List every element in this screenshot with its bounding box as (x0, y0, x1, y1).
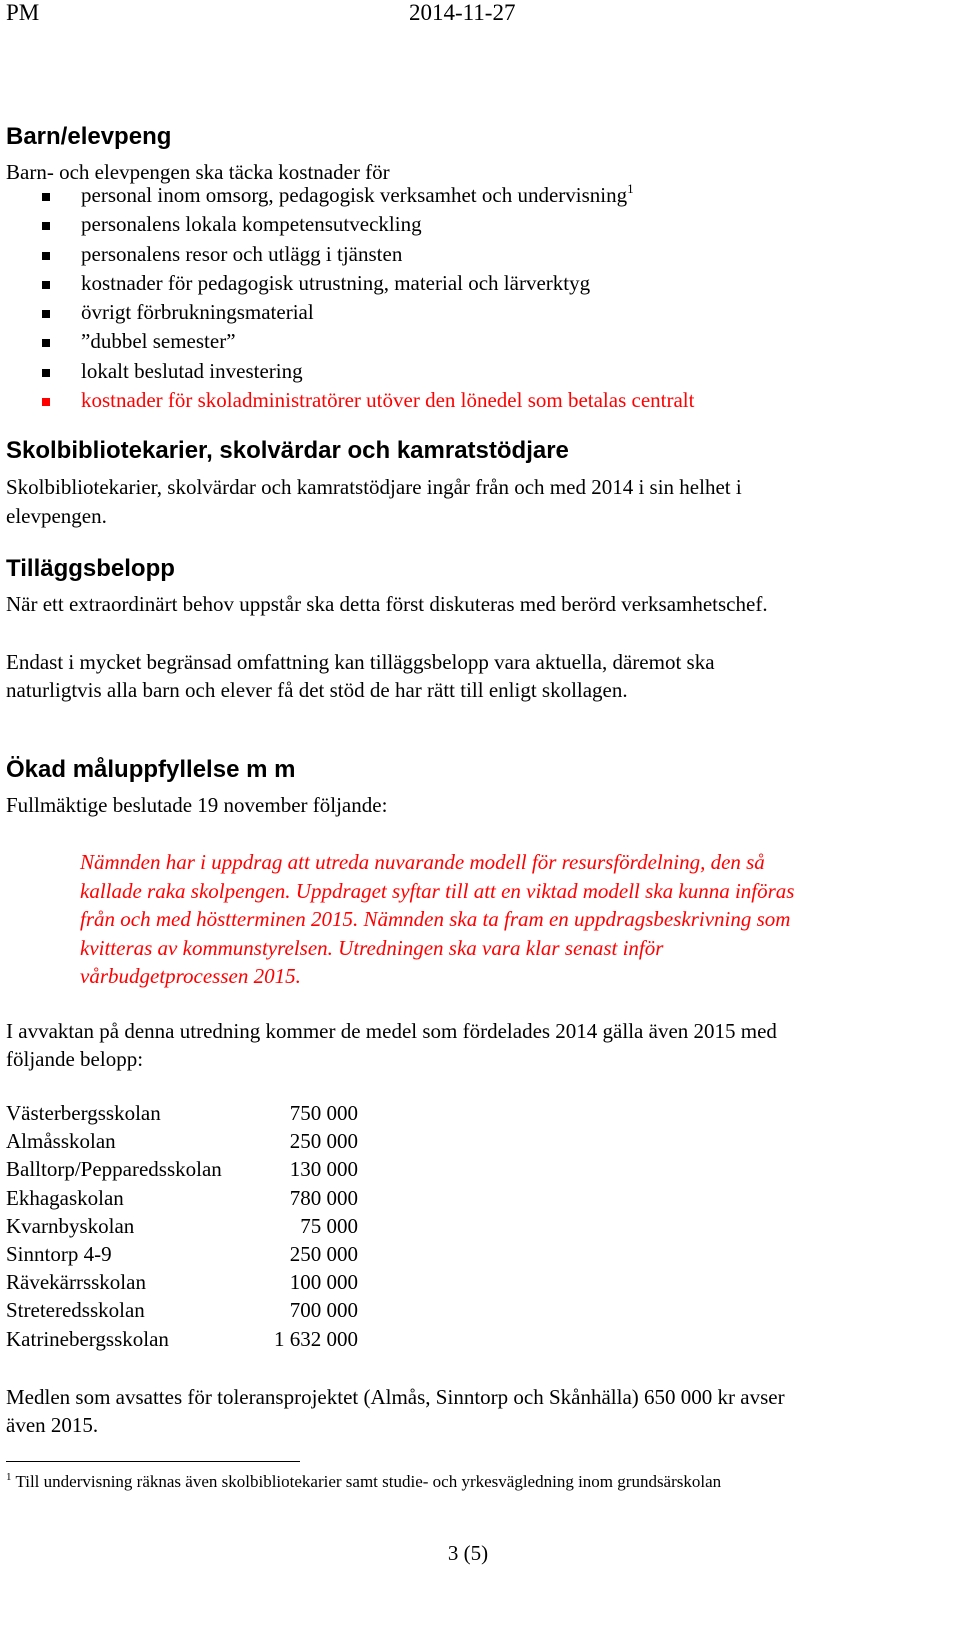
bullet-icon (42, 339, 50, 347)
header-label: PM (6, 0, 40, 25)
avvaktan-line-1: I avvaktan på denna utredning kommer de medel som fördelades 2014 gälla även 2015 med (6, 1019, 777, 1043)
avvaktan-line-2: följande belopp: (6, 1047, 144, 1071)
table-row: Ekhagaskolan 780 000 (6, 1185, 358, 1210)
list-item: ”dubbel semester” (6, 327, 906, 356)
skolbib-line-2: elevpengen. (6, 504, 107, 528)
heading-barn-elevpeng: Barn/elevpeng (6, 123, 172, 150)
table-row: Streteredsskolan 700 000 (6, 1298, 358, 1323)
heading-okad-maluppfyllelse: Ökad måluppfyllelse m m (6, 756, 296, 783)
table-row: Kvarnbyskolan 75 000 (6, 1213, 358, 1238)
header-date: 2014-11-27 (409, 0, 516, 25)
bullet-icon (42, 310, 50, 318)
bullet-icon (42, 281, 50, 289)
bullet-icon (42, 193, 50, 201)
footnote-separator (6, 1461, 300, 1462)
skolbib-line-1: Skolbibliotekarier, skolvärdar och kamratstödjare ingår från och med 2014 i sin helhet i (6, 475, 742, 499)
list-item-highlighted: kostnader för skoladministratörer utöver den lönedel som betalas centralt (6, 386, 906, 415)
list-item: övrigt förbrukningsmaterial (6, 298, 906, 327)
bullet-icon (42, 369, 50, 377)
bullet-icon (42, 398, 50, 406)
bullet-icon (42, 252, 50, 260)
table-row: Västerbergsskolan 750 000 (6, 1101, 358, 1125)
barn-intro: Barn- och elevpengen ska täcka kostnader för (6, 160, 390, 184)
council-decision-quote: Nämnden har i uppdrag att utreda nuvarande modell för resursfördelning, den så kallade raka skolpengen. Uppdraget syftar till att en viktad modell ska kunna införas från och med höstterminen 2015. Nämnden ska ta fram en uppdragsbeskrivning som kvitteras av kommunstyrelsen. Utredningen ska vara klar senast inför vårbudgetprocessen 2015. (80, 850, 795, 988)
list-item: personalens lokala kompetensutveckling (6, 210, 906, 239)
footnote-marker: 1 (6, 1471, 12, 1483)
table-row: Balltorp/Pepparedsskolan 130 000 (6, 1157, 358, 1182)
heading-skolbibliotekarier: Skolbibliotekarier, skolvärdar och kamratstödjare (6, 437, 569, 464)
footnote-ref[interactable]: 1 (627, 181, 634, 196)
tolerans-line-1: Medlen som avsattes för toleransprojektet (Almås, Sinntorp och Skånhälla) 650 000 kr avser (6, 1385, 785, 1409)
list-item: kostnader för pedagogisk utrustning, material och lärverktyg (6, 269, 906, 298)
bullet-icon (42, 222, 50, 230)
table-row: Almåsskolan 250 000 (6, 1129, 358, 1154)
table-row: Rävekärrsskolan 100 000 (6, 1270, 358, 1295)
footnote (6, 1471, 721, 1493)
school-amounts-table (6, 1099, 358, 1353)
table-row: Katrinebergsskolan 1 632 000 (6, 1326, 358, 1351)
cost-list (6, 181, 906, 415)
heading-tillaggsbelopp: Tilläggsbelopp (6, 555, 175, 582)
footnote-text: Till undervisning räknas även skolbibliotekarier samt studie- och yrkesvägledning inom grundsärskolan (15, 1472, 722, 1491)
table-row: Sinntorp 4-9 250 000 (6, 1241, 358, 1266)
tolerans-line-2: även 2015. (6, 1413, 99, 1437)
tillagg-paragraph-2-line-1: Endast i mycket begränsad omfattning kan tilläggsbelopp vara aktuella, däremot ska (6, 650, 715, 674)
list-item: lokalt beslutad investering (6, 357, 906, 386)
page-number: 3 (5) (447, 1541, 489, 1565)
list-item: personal inom omsorg, pedagogisk verksamhet och undervisning$^1$ (6, 181, 906, 210)
list-item: personalens resor och utlägg i tjänsten (6, 240, 906, 269)
okad-intro: Fullmäktige beslutade 19 november följande: (6, 793, 388, 817)
tillagg-paragraph-2-line-2: naturligtvis alla barn och elever få det stöd de har rätt till enligt skollagen. (6, 678, 628, 702)
tillagg-paragraph-1: När ett extraordinärt behov uppstår ska detta först diskuteras med berörd verksamhetschef. (6, 592, 768, 616)
